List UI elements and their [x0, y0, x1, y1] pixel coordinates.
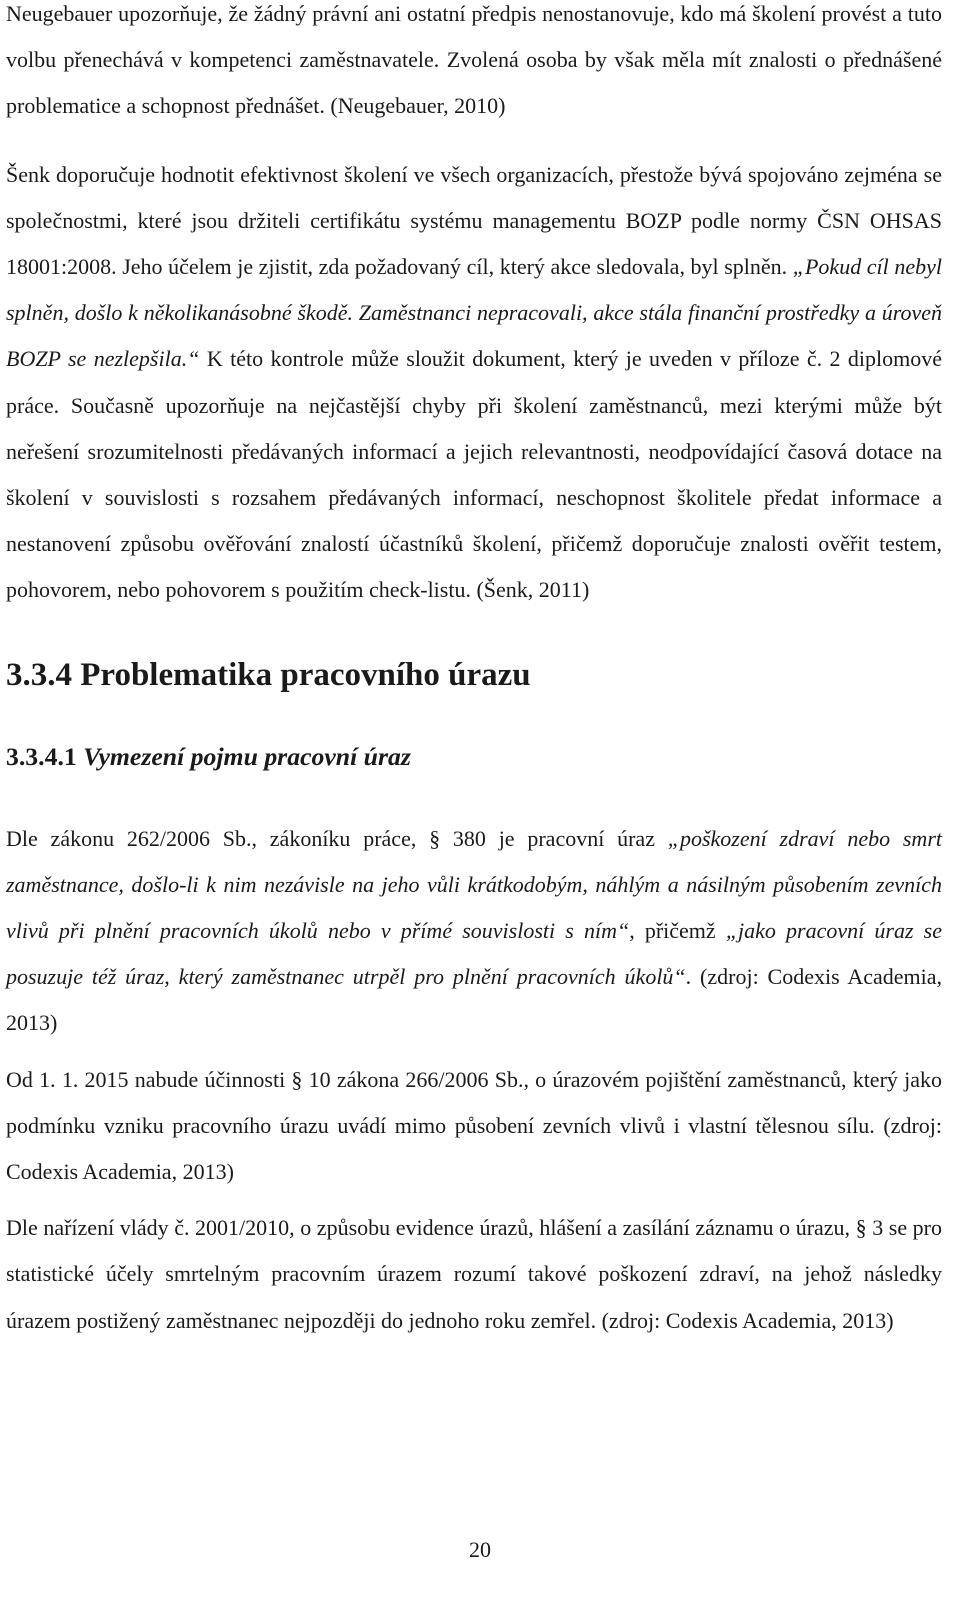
paragraph-urazove-pojisteni [6, 1057, 942, 1196]
paragraph-neugebauer [6, 0, 942, 130]
quote-text: „poškození zdraví nebo smrt zaměstnance, došlo-li k nim nezávisle na jeho vůli krátkodobým, náhlým a násilným působením zevních vlivů při plnění pracovních úkolů nebo v přímé souvislosti s ním“ [6, 825, 942, 944]
subsection-number: 3.3.4.1 [6, 741, 77, 771]
paragraph-text: Šenk doporučuje hodnotit efektivnost školení ve všech organizacích, přestože bývá spojováno zejména se společnostmi, které jsou držiteli certifikátu systému managementu BOZP podle normy ČSN OHSAS 18001:2008. Jeho účelem je zjistit, zda požadovaný cíl, který akce sledovala, byl splněn. [6, 161, 942, 280]
paragraph-text: , přičemž [629, 918, 726, 944]
quote-text: „jako pracovní úraz se posuzuje též úraz, který zaměstnanec utrpěl pro plnění pracovních úkolů“ [6, 918, 942, 990]
subsection-heading [6, 734, 942, 780]
paragraph-text: Neugebauer upozorňuje, že žádný právní ani ostatní předpis nenostanovuje, kdo má školení provést a tuto volbu přenechává v kompetenci zaměstnavatele. Zvolená osoba by však měla mít znalosti o přednášené problematice a schopnost přednášet. (Neugebauer, 2010) [6, 1, 942, 119]
paragraph-text: Dle zákonu 262/2006 Sb., zákoníku práce, § 380 je pracovní úraz [6, 825, 668, 851]
paragraph-zakonik-prace [6, 816, 942, 1047]
page-number: 20 [469, 1537, 491, 1562]
paragraph-narizeni-vlady [6, 1205, 942, 1344]
subsection-title: Vymezení pojmu pracovní úraz [83, 741, 411, 771]
paragraph-text: K této kontrole může sloužit dokument, který je uveden v příloze č. 2 diplomové práce. Současně upozorňuje na nejčastější chyby při školení zaměstnanců, mezi kterými může být neřešení srozumitelnosti předávaných informací a jejich relevantnosti, neodpovídající časová dotace na školení v souvislosti s rozsahem předávaných informací, neschopnost školitele předat informace a nestanovení způsobu ověřování znalostí účastníků školení, přičemž doporučuje znalosti ověřit testem, pohovorem, nebo pohovorem s použitím check-listu. (Šenk, 2011) [6, 346, 943, 603]
quote-text: „Pokud cíl nebyl splněn, došlo k několikanásobné škodě. Zaměstnanci nepracovali, akce stála finanční prostředky a úroveň BOZP se nezlepšila.“ [6, 254, 942, 372]
paragraph-text: Od 1. 1. 2015 nabude účinnosti § 10 zákona 266/2006 Sb., o úrazovém pojištění zaměstnanců, který jako podmínku vzniku pracovního úrazu uvádí mimo působení zevních vlivů i vlastní tělesnou sílu. (zdroj: Codexis Academia, 2013) [6, 1066, 942, 1185]
paragraph-text: Dle nařízení vlády č. 2001/2010, o způsobu evidence úrazů, hlášení a zasílání záznamu o úrazu, § 3 se pro statistické účely smrtelným pracovním úrazem rozumí takové poškození zdraví, na jehož následky úrazem postižený zaměstnanec nejpozději do jednoho roku zemřel. (zdroj: Codexis Academia, 2013) [6, 1215, 942, 1333]
paragraph-text: . (zdroj: Codexis Academia, 2013) [6, 964, 943, 1036]
paragraph-senk [6, 152, 942, 614]
section-heading: 3.3.4 Problematika pracovního úrazu [6, 656, 531, 693]
